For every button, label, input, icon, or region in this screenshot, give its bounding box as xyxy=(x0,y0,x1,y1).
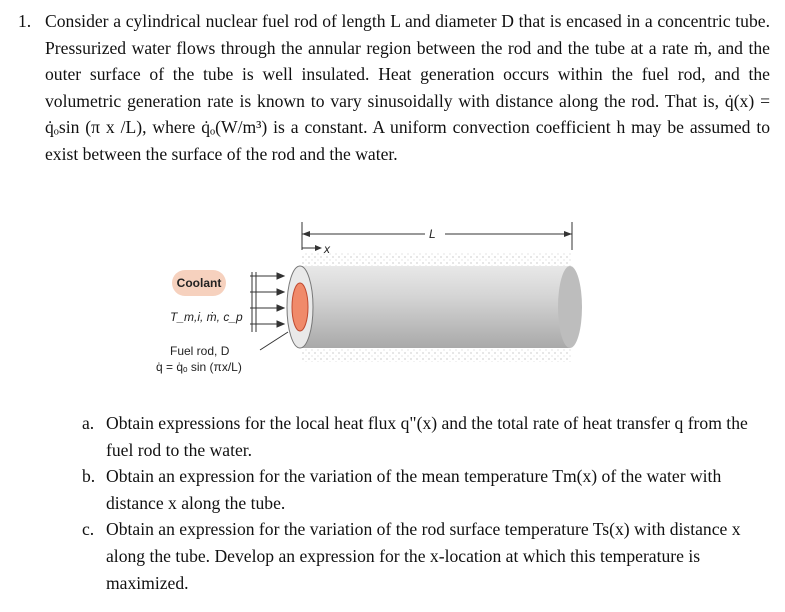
fuel-rod-label: Fuel rod, D xyxy=(170,344,230,358)
question-parts xyxy=(82,410,772,596)
tube-body xyxy=(300,266,570,348)
insulation-bottom xyxy=(302,348,572,362)
part-text: Obtain an expression for the variation of the mean temperature Tm(x) of the water with distance x along the tube. xyxy=(106,466,722,513)
coolant-badge: Coolant xyxy=(172,270,226,296)
problem-number: 1. xyxy=(18,11,32,31)
fuel-rod-figure xyxy=(140,214,600,384)
part-letter: b. xyxy=(82,466,96,487)
part-a xyxy=(82,410,772,463)
generation-label: q̇ = q̇ₒ sin (πx/L) xyxy=(156,360,242,374)
part-letter: a. xyxy=(82,413,95,433)
flow-arrows xyxy=(250,272,284,332)
inlet-label: T_m,i, ṁ, c_p xyxy=(170,310,243,324)
fuel-rod-diagram xyxy=(140,214,600,384)
part-text: Obtain an expression for the variation of the rod surface temperature Ts(x) with distance x along the tube. Develop an expression for the x-location at which this temperature is maximized. xyxy=(106,519,741,593)
problem-statement xyxy=(18,8,770,168)
length-label: L xyxy=(429,227,436,241)
part-text: Obtain expressions for the local heat flux q"(x) and the total rate of heat transfer q from the fuel rod to the water. xyxy=(106,413,748,460)
insulation-top xyxy=(302,252,572,266)
part-c xyxy=(82,516,772,596)
problem-text: Consider a cylindrical nuclear fuel rod of length L and diameter D that is encased in a concentric tube. Pressurized water flows through the annular region between the rod and the tube at a rate ṁ, and the outer surface of the tube is well insulated. Heat generation occurs within the fuel rod, and the volumetric generation rate is known to vary sinusoidally with distance along the rod. That is, q̇(x) = q̇ₒsin (π x /L), where q̇ₒ(W/m³) is a constant. A uniform convection coefficient h may be assumed to exist between the surface of the rod and the water. xyxy=(45,11,770,164)
part-letter: c. xyxy=(82,519,95,540)
fuel-rod-end xyxy=(292,283,308,331)
tube-end-right xyxy=(558,266,582,348)
x-axis-label: x xyxy=(324,242,330,256)
part-b xyxy=(82,463,772,516)
